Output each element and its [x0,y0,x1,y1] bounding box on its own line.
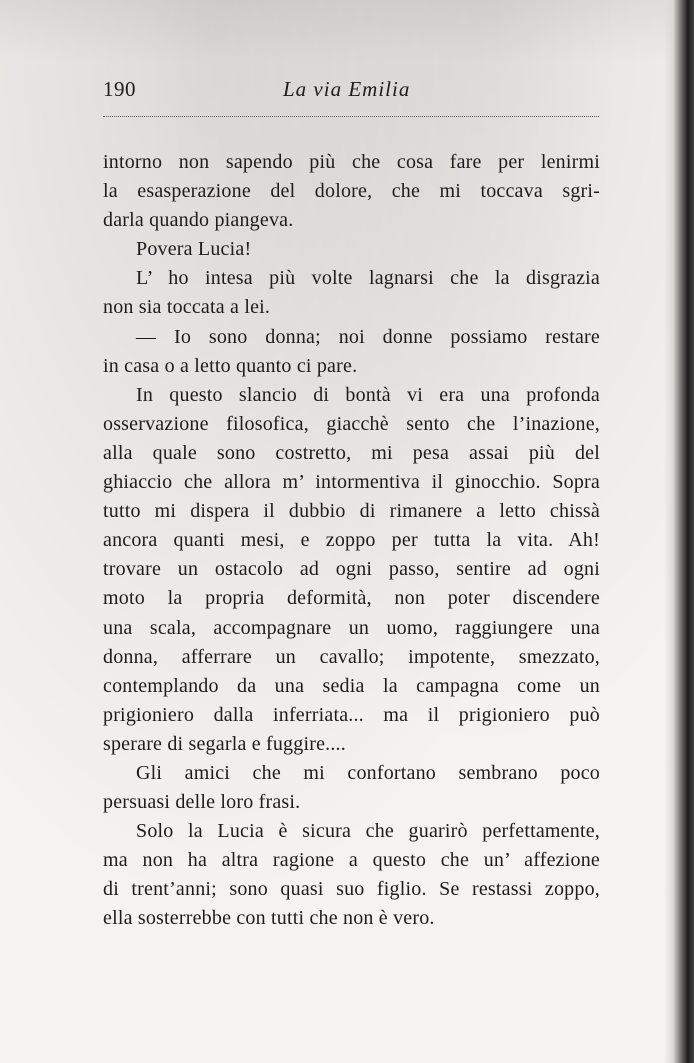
page-number: 190 [103,77,136,101]
text-line: la esasperazione del dolore, che mi toccava sgri- [103,180,600,203]
body-text [103,148,600,934]
running-title: La via Emilia [283,77,411,101]
text-line: tutto mi dispera il dubbio di rimanere a letto chissà [103,500,600,523]
header-dotted-rule [103,116,599,117]
text-line: ghiaccio che allora m’ intormentiva il ginocchio. Sopra [103,471,600,494]
text-line: donna, afferrare un cavallo; impotente, smezzato, [103,645,600,668]
text-line: in casa o a letto quanto ci pare. [103,354,358,377]
text-line: trovare un ostacolo ad ogni passo, sentire ad ogni [103,558,600,581]
text-line: contemplando da una sedia la campagna come un [103,674,600,697]
text-line: Solo la Lucia è sicura che guarirò perfettamente, [136,820,600,843]
text-line: — Io sono donna; noi donne possiamo restare [136,325,600,348]
text-line: osservazione filosofica, giacchè sento che l’inazione, [103,412,600,435]
page-binding-edge [664,0,694,1063]
text-line: non sia toccata a lei. [103,296,271,319]
text-line: In questo slancio di bontà vi era una profonda [136,383,600,406]
running-head [103,78,600,102]
text-line: di trent’anni; sono quasi suo figlio. Se restassi zoppo, [103,878,600,901]
text-line: alla quale sono costretto, mi pesa assai più del [103,441,600,464]
text-line: L’ ho intesa più volte lagnarsi che la disgrazia [136,267,600,290]
text-line: sperare di segarla e fuggire.... [103,732,346,755]
text-line: moto la propria deformità, non poter discendere [103,587,600,610]
text-line: darla quando piangeva. [103,209,294,232]
text-line: Povera Lucia! [136,238,252,261]
text-line: una scala, accompagnare un uomo, raggiungere una [103,616,600,639]
text-line: intorno non sapendo più che cosa fare per lenirmi [103,151,600,173]
text-line: ma non ha altra ragione a questo che un’ affezione [103,849,600,872]
text-line: Gli amici che mi confortano sembrano poco [136,761,600,784]
text-line: ella sosterrebbe con tutti che non è vero. [103,907,435,930]
text-line: ancora quanti mesi, e zoppo per tutta la vita. Ah! [103,529,600,552]
text-line: prigioniero dalla inferriata... ma il prigioniero può [103,703,600,726]
text-line: persuasi delle loro frasi. [103,791,301,814]
